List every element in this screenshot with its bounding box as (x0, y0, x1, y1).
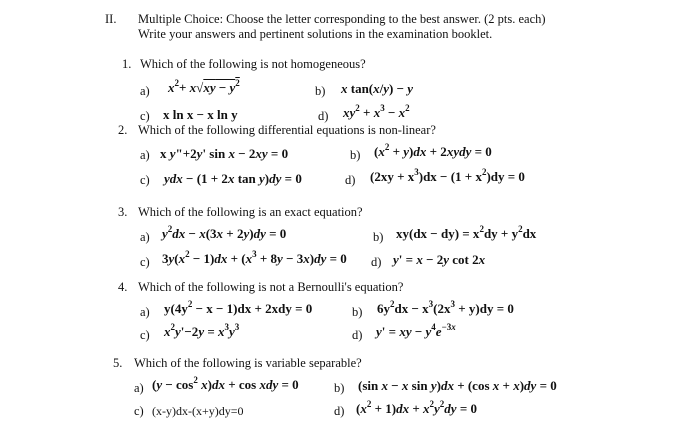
question-2-text: Which of the following differential equations is non-linear? (138, 123, 436, 137)
q4-option-c-expression: $x^2y'-2y = x^3y^3$ (164, 322, 240, 339)
q5-option-a-expression: $(y - \cos^2 x)dx + \cos$ xdy = 0 (152, 375, 299, 392)
question-3-text: Which of the following is an exact equation? (138, 205, 363, 219)
q4-option-d-expression: y' = xy − $y^4e^{-3x}$ (376, 322, 456, 339)
q5-option-a-label: a) (134, 381, 144, 395)
q4-option-c-label: c) (140, 328, 150, 342)
q5-option-d-label: d) (334, 404, 345, 418)
q3-option-b-label: b) (373, 230, 384, 244)
q1-option-c-label: c) (140, 109, 150, 123)
q5-option-c-expression: (x-y)dx-(x+y)dy=0 (152, 404, 244, 418)
question-1-text: Which of the following is not homogeneous? (140, 57, 366, 71)
q1-option-b-label: b) (315, 84, 326, 98)
q3-option-a-label: a) (140, 230, 150, 244)
q2-option-c-label: c) (140, 173, 150, 187)
instruction-line-1: Multiple Choice: Choose the letter corresponding to the best answer. (2 pts. each) (138, 12, 546, 26)
q3-option-a-expression: $y^2dx - x(3x + 2y)dy = 0$ (162, 224, 287, 241)
question-1-number: 1. (122, 57, 132, 71)
instruction-line-2: Write your answers and pertinent solutions in the examination booklet. (138, 27, 493, 41)
q2-option-a-expression: x y"+2y' sin x − 2xy = 0 (160, 146, 289, 161)
q2-option-b-label: b) (350, 148, 361, 162)
q5-option-b-expression: (sin x − x sin y)dx + (cos x + x)dy = 0 (358, 378, 557, 393)
q3-option-c-label: c) (140, 255, 150, 269)
q1-option-a-expression: $x^2+ x√xy - y^2$ (168, 78, 240, 95)
q1-option-d-expression: $xy^2 + x^3 - x^2$ (343, 103, 410, 120)
q2-option-a-label: a) (140, 148, 150, 162)
q1-option-c-expression: x ln x − x ln y (163, 107, 238, 122)
question-2-number: 2. (118, 123, 128, 137)
section-numeral: II. (105, 12, 117, 26)
question-4-number: 4. (118, 280, 128, 294)
q2-option-c-expression: ydx − (1 + 2x tan y)dy = 0 (164, 171, 302, 186)
q4-option-b-label: b) (352, 305, 363, 319)
q2-option-b-expression: $(x^2 + y)dx$ + 2xydy = 0 (374, 142, 492, 159)
q1-option-a-label: a) (140, 84, 150, 98)
q3-option-d-expression: y' = x − 2y cot 2x (393, 252, 486, 267)
q5-option-b-label: b) (334, 381, 345, 395)
q5-option-d-expression: $(x^2 + 1)dx + x^2y^2dy = 0$ (356, 399, 477, 416)
question-4-text: Which of the following is not a Bernoulli's equation? (138, 280, 404, 294)
q1-option-d-label: d) (318, 109, 329, 123)
q3-option-d-label: d) (371, 255, 382, 269)
q2-option-d-label: d) (345, 173, 356, 187)
q2-option-d-expression: $(2xy + x^3)dx - (1 + x^2)dy = 0$ (370, 167, 525, 184)
question-5-number: 5. (113, 356, 123, 370)
q4-option-a-expression: $y(4y^2 - x - 1)dx + 2xdy = 0$ (164, 299, 313, 316)
question-5-text: Which of the following is variable separable? (134, 356, 362, 370)
q4-option-a-label: a) (140, 305, 150, 319)
q3-option-c-expression: $3y(x^2 - 1)dx + (x^3 + 8y - 3x)dy = 0$ (162, 249, 347, 266)
q4-option-b-expression: $6y^2dx - x^3(2x^3 + y)dy = 0$ (377, 299, 514, 316)
q1-option-b-expression: x tan(x/y) − y (341, 81, 414, 96)
q3-option-b-expression: $xy(dx - dy) = x^2dy + y^2dx$ (396, 224, 537, 241)
q4-option-d-label: d) (352, 328, 363, 342)
q5-option-c-label: c) (134, 404, 144, 418)
question-3-number: 3. (118, 205, 128, 219)
